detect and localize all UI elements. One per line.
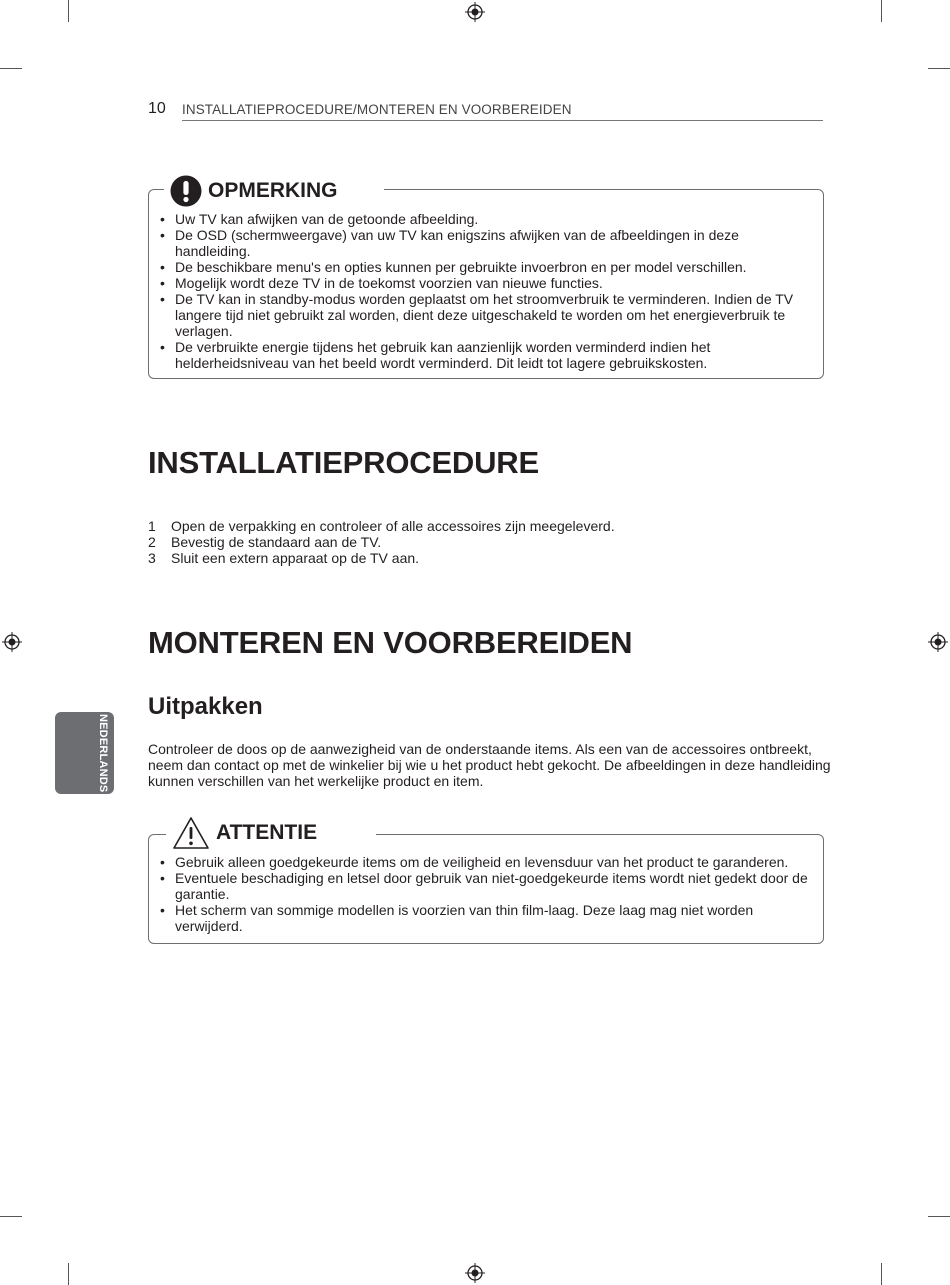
caution-item: • Het scherm van sommige modellen is voorzien van thin film-laag. Deze laag mag niet worden verwijderd. bbox=[148, 902, 808, 934]
exclamation-circle-icon bbox=[170, 175, 202, 207]
registration-mark-icon bbox=[465, 2, 485, 22]
caution-box-header bbox=[166, 816, 376, 850]
crop-mark bbox=[928, 68, 950, 69]
step-item bbox=[148, 518, 615, 534]
installation-steps bbox=[148, 518, 615, 566]
language-label: NEDERLANDS bbox=[97, 713, 109, 793]
warning-triangle-icon bbox=[172, 816, 210, 850]
mounting-heading: MONTEREN EN VOORBEREIDEN bbox=[148, 625, 633, 660]
caution-list bbox=[148, 854, 808, 934]
installation-heading: INSTALLATIEPROCEDURE bbox=[148, 445, 539, 480]
note-item: • De verbruikte energie tijdens het gebruik kan aanzienlijk worden verminderd indien het helderheidsniveau van het beeld wordt verminderd. Dit leidt tot lagere gebruikskosten. bbox=[148, 339, 808, 371]
note-list bbox=[148, 211, 808, 371]
step-item bbox=[148, 550, 615, 566]
crop-mark bbox=[881, 1263, 882, 1285]
caution-title: ATTENTIE bbox=[216, 821, 318, 844]
note-item: • Uw TV kan afwijken van de getoonde afbeelding. bbox=[148, 211, 808, 227]
step-text: Bevestig de standaard aan de TV. bbox=[171, 534, 382, 550]
note-item: • De OSD (schermweergave) van uw TV kan enigszins afwijken van de afbeeldingen in deze handleiding. bbox=[148, 227, 808, 259]
registration-mark-icon bbox=[928, 632, 948, 652]
note-title: OPMERKING bbox=[208, 178, 338, 202]
language-tab-label bbox=[92, 712, 114, 794]
registration-mark-icon bbox=[2, 632, 22, 652]
crop-mark bbox=[0, 1216, 22, 1217]
step-number: 3 bbox=[148, 550, 156, 566]
header-rule bbox=[182, 120, 823, 121]
crop-mark bbox=[0, 68, 22, 69]
step-text: Sluit een extern apparaat op de TV aan. bbox=[171, 550, 420, 566]
step-number: 1 bbox=[148, 518, 156, 534]
crop-mark bbox=[68, 1263, 69, 1285]
note-item: • Mogelijk wordt deze TV in de toekomst voorzien van nieuwe functies. bbox=[148, 275, 808, 291]
step-text: Open de verpakking en controleer of alle accessoires zijn meegeleverd. bbox=[171, 518, 615, 534]
note-item: • De beschikbare menu's en opties kunnen per gebruikte invoerbron en per model verschillen. bbox=[148, 259, 808, 275]
crop-mark bbox=[928, 1216, 950, 1217]
note-item: • De TV kan in standby-modus worden geplaatst om het stroomverbruik te verminderen. Indien de TV langere tijd niet gebruikt zal worden, dient deze uitgeschakeld te worden om het energieverbruik te verlagen. bbox=[148, 291, 808, 339]
page-number: 10 bbox=[148, 100, 166, 117]
step-item bbox=[148, 534, 615, 550]
caution-item: • Gebruik alleen goedgekeurde items om de veiligheid en levensduur van het product te garanderen. bbox=[148, 854, 808, 870]
crop-mark bbox=[881, 0, 882, 22]
unpacking-subheading: Uitpakken bbox=[148, 693, 263, 720]
caution-item: • Eventuele beschadiging en letsel door gebruik van niet-goedgekeurde items wordt niet gedekt door de garantie. bbox=[148, 870, 808, 902]
note-box-header bbox=[164, 174, 384, 207]
step-number: 2 bbox=[148, 534, 156, 550]
crop-mark bbox=[68, 0, 69, 22]
running-header: INSTALLATIEPROCEDURE/MONTEREN EN VOORBEREIDEN bbox=[182, 102, 572, 117]
unpacking-paragraph: Controleer de doos op de aanwezigheid van de onderstaande items. Als een van de accessoires ontbreekt, neem dan contact op met de winkelier bij wie u het product hebt gekocht. De afbeeldingen in deze handleiding kunnen verschillen van het werkelijke product en item. bbox=[148, 741, 831, 789]
registration-mark-icon bbox=[465, 1263, 485, 1283]
